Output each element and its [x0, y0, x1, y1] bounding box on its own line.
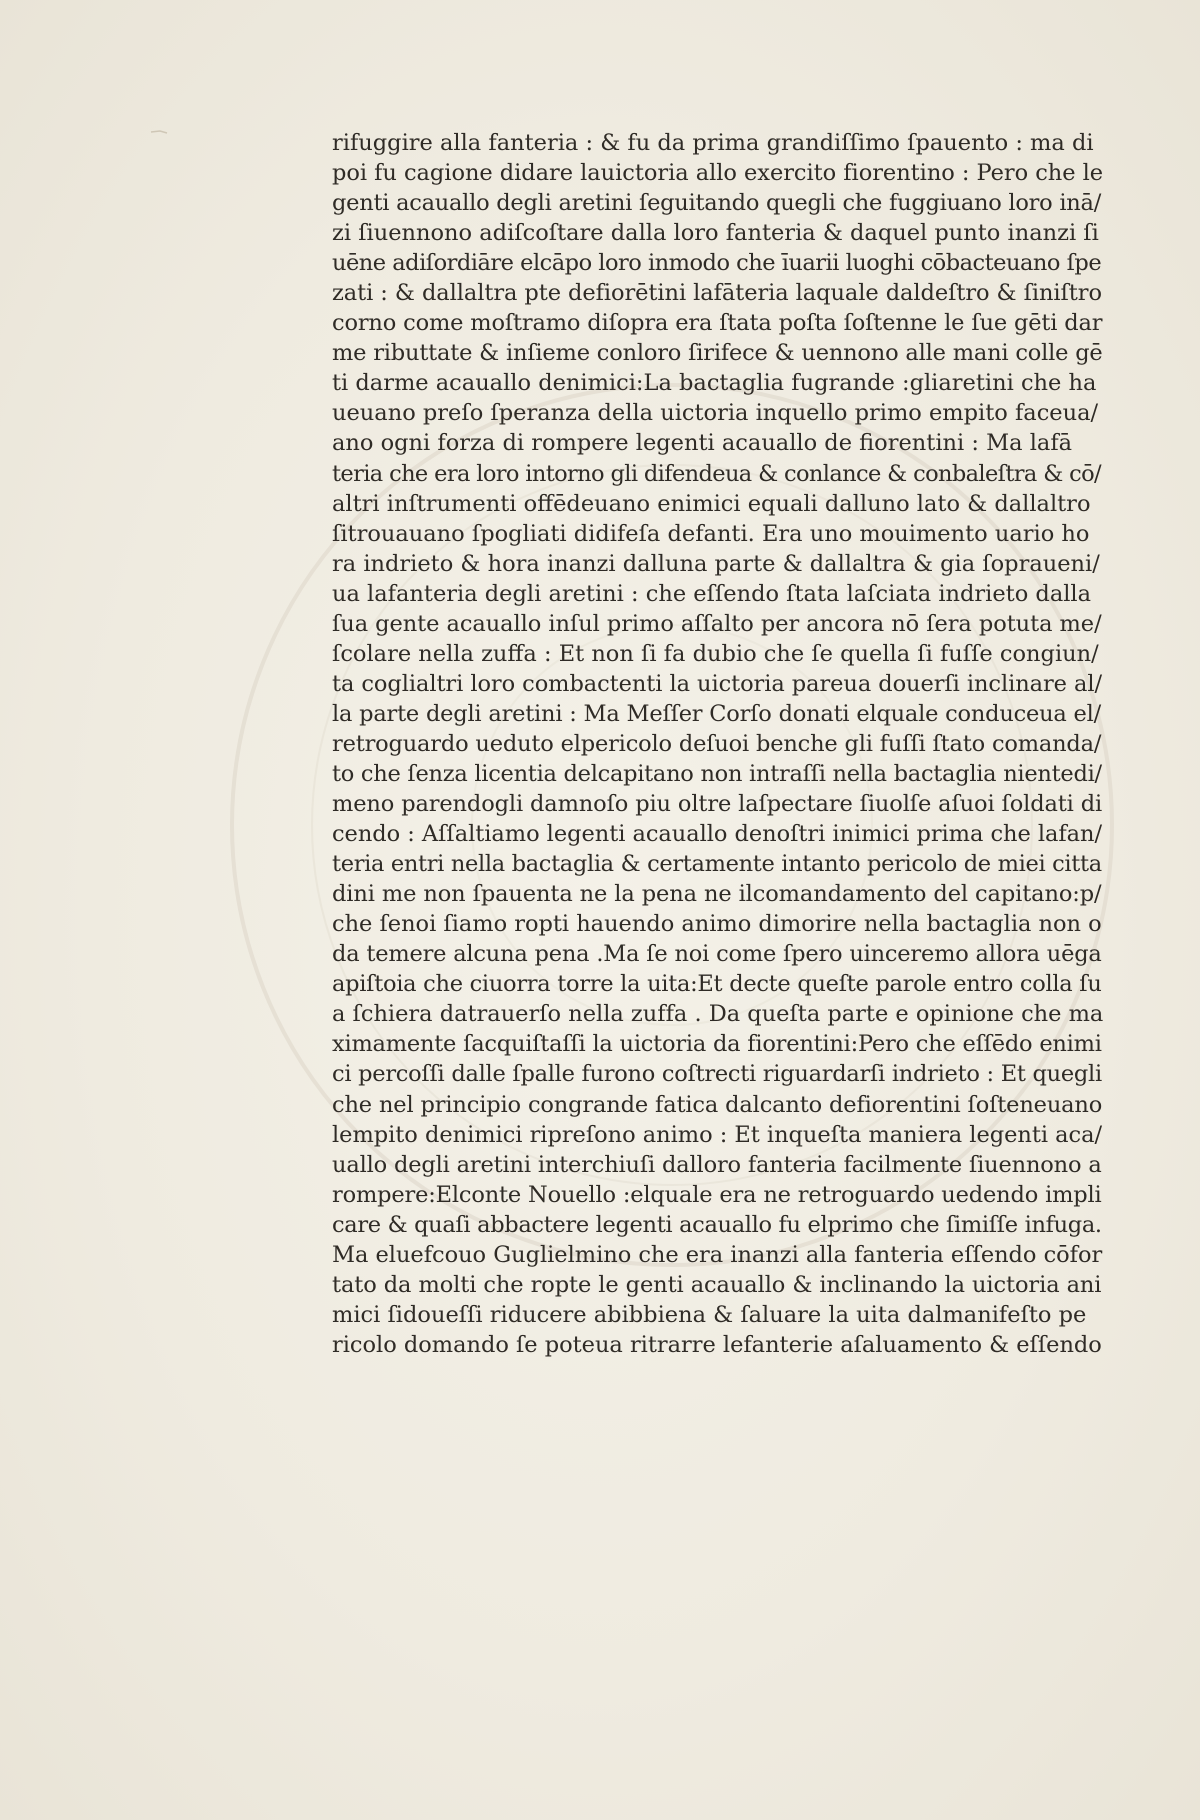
corner-mark	[150, 128, 168, 136]
text-line: meno parendogli damnoſo piu oltre laſpectare ſiuolſe aſuoi ſoldati di	[332, 791, 1103, 818]
text-line: tato da molti che ropte le genti acauallo & inclinando la uictoria ani	[332, 1271, 1102, 1298]
text-line: teria entri nella bactaglia & certamente intanto pericolo de miei citta	[332, 851, 1102, 878]
text-line: zati : & dallaltra pte defiorētini lafāteria laquale daldeſtro & ſiniſtro	[332, 280, 1102, 307]
text-line: ra indrieto & hora inanzi dalluna parte & dallaltra & gia ſopraueni/	[332, 550, 1100, 577]
text-line: me ributtate & inſieme conloro ſirifece & uennono alle mani colle gē	[332, 340, 1103, 367]
text-line: uallo degli aretini interchiuſi dalloro fanteria facilmente ſiuennono a	[332, 1151, 1102, 1178]
text-line: rifuggire alla fanteria : & fu da prima grandiſſimo ſpauento : ma di	[332, 130, 1094, 156]
text-line: ua lafanteria degli aretini : che eſſendo ſtata laſciata indrieto dalla	[332, 580, 1092, 607]
text-line: corno come moſtramo diſopra era ſtata poſta ſoſtenne le ſue gēti dar	[332, 310, 1103, 337]
text-line: ſitrouauano ſpogliati didifeſa defanti. Era uno mouimento uario ho	[332, 520, 1090, 547]
text-block	[332, 128, 1102, 1360]
text-line: Ma eluefcouo Guglielmino che era inanzi alla fanteria eſſendo cōfor	[332, 1241, 1103, 1268]
text-line: a ſchiera datrauerſo nella zuffa . Da queſta parte e opinione che ma	[332, 1001, 1104, 1028]
text-line: che nel principio congrande fatica dalcanto defiorentini ſoſteneuano	[332, 1091, 1103, 1118]
text-line: zi ſiuennono adiſcoſtare dalla loro fanteria & daquel punto inanzi ſi	[332, 220, 1099, 247]
text-line: teria che era loro intorno gli difendeua & conlance & conbaleſtra & cō/	[332, 460, 1101, 487]
text-line: la parte degli aretini : Ma Meſſer Corſo donati elquale conduceua el/	[332, 700, 1102, 727]
text-line: rompere:Elconte Nouello :elquale era ne retroguardo uedendo impli	[332, 1181, 1102, 1208]
text-line: dini me non ſpauenta ne la pena ne ilcomandamento del capitano:p/	[332, 881, 1102, 908]
text-line: da temere alcuna pena .Ma ſe noi come ſpero uinceremo allora uēga	[332, 941, 1102, 968]
text-line: ta coglialtri loro combactenti la uictoria pareua douerſi inclinare al/	[332, 670, 1102, 697]
text-line: altri inſtrumenti offēdeuano enimici equali dalluno lato & dallaltro	[332, 490, 1091, 517]
text-line: ricolo domando ſe poteua ritrarre lefanterie aſaluamento & eſſendo	[332, 1331, 1102, 1358]
text-line: che ſenoi ſiamo ropti hauendo animo dimorire nella bactaglia non o	[332, 911, 1102, 938]
text-line: apiſtoia che ciuorra torre la uita:Et decte queſte parole entro colla ſu	[332, 971, 1102, 998]
text-line: ximamente ſacquiſtaſſi la uictoria da fiorentini:Pero che eſſēdo enimi	[332, 1031, 1102, 1058]
text-line: ti darme acauallo denimici:La bactaglia fugrande :gliaretini che ha	[332, 370, 1097, 397]
text-line: ſcolare nella zuffa : Et non ſi fa dubio che ſe quella ſi fuſſe congiun/	[332, 640, 1099, 667]
text-line: uēne adiſordiāre elcāpo loro inmodo che īuarii luoghi cōbacteuano ſpe	[332, 250, 1102, 277]
text-line: retroguardo ueduto elpericolo deſuoi benche gli fuſſi ſtato comanda/	[332, 730, 1102, 757]
text-line: cendo : Aſſaltiamo legenti acauallo denoſtri inimici prima che lafan/	[332, 821, 1103, 848]
text-line: ueuano preſo ſperanza della uictoria inquello primo empito faceua/	[332, 400, 1099, 427]
text-line: poi fu cagione didare lauictoria allo exercito fiorentino : Pero che le	[332, 160, 1104, 187]
text-line: care & quaſi abbactere legenti acauallo fu elprimo che ſimiſſe infuga.	[332, 1211, 1102, 1238]
text-line: mici ſidoueſſi riducere abibbiena & ſaluare la uita dalmanifeſto pe	[332, 1301, 1087, 1328]
text-line: ci percoſſi dalle ſpalle furono coſtrecti riguardarſi indrieto : Et quegli	[332, 1061, 1102, 1088]
text-line: ano ogni forza di rompere legenti acauallo de fiorentini : Ma lafā	[332, 430, 1073, 457]
text-line: ſua gente acauallo inſul primo aſſalto per ancora nō ſera potuta me/	[332, 610, 1102, 637]
text-line: to che ſenza licentia delcapitano non intraſſi nella bactaglia nientedi/	[332, 760, 1102, 787]
text-line: genti acauallo degli aretini ſeguitando quegli che fuggiuano loro inā/	[332, 190, 1102, 217]
text-line: lempito denimici ripreſono animo : Et inqueſta maniera legenti aca/	[332, 1121, 1103, 1148]
